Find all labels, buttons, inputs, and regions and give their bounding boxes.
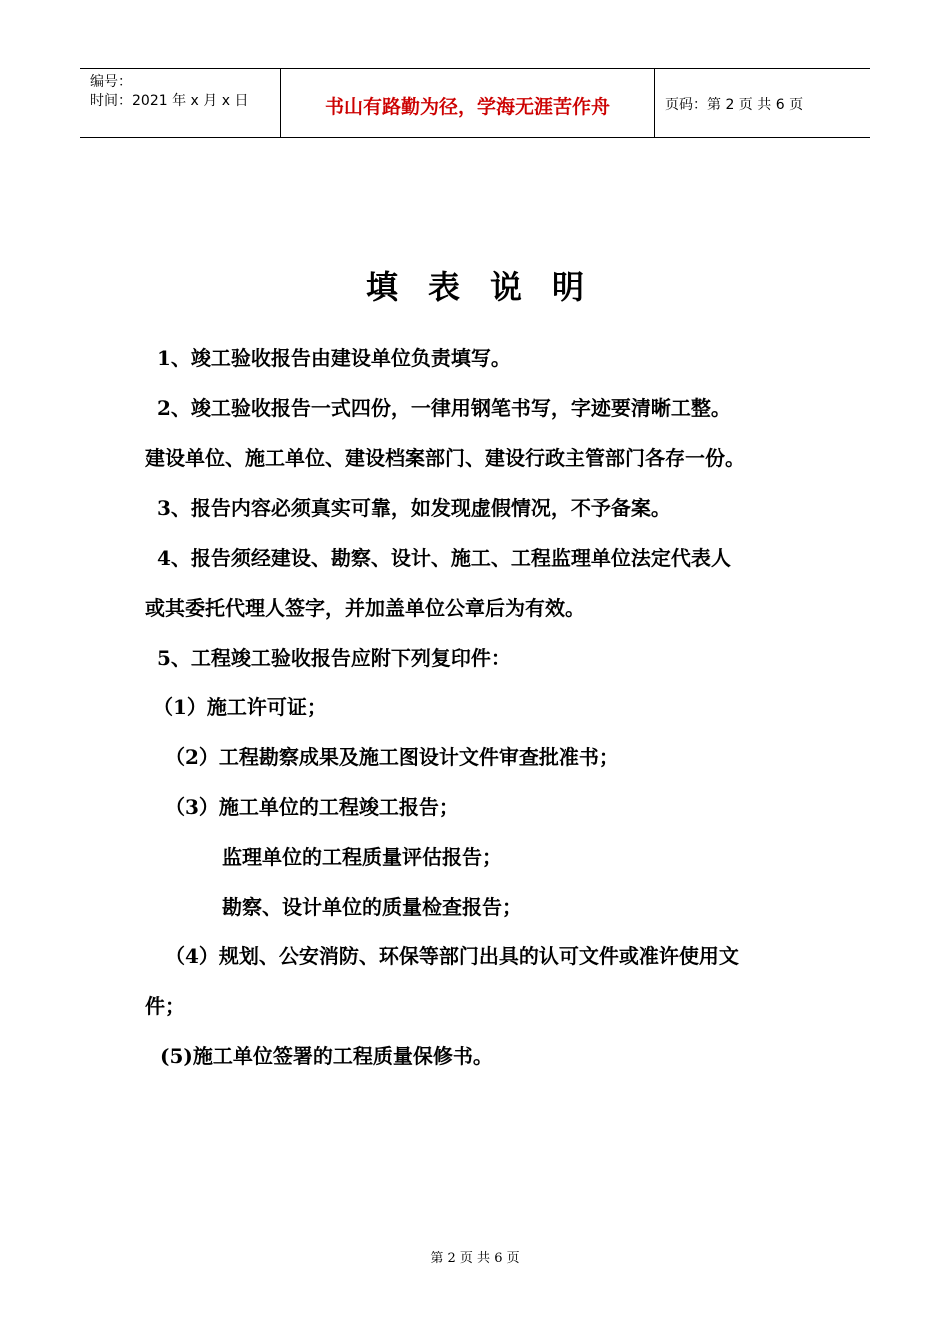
instruction-line-10: （3）施工单位的工程竣工报告；	[165, 795, 459, 819]
header-meta	[80, 69, 281, 137]
instruction-line-3: 建设单位、施工单位、建设档案部门、建设行政主管部门各存一份。	[145, 446, 745, 470]
instruction-line-13: （4）规划、公安消防、环保等部门出具的认可文件或准许使用文	[165, 944, 739, 968]
instruction-line-6: 或其委托代理人签字，并加盖单位公章后为有效。	[145, 596, 585, 620]
document-time-label: 时间：2021 年 x 月 x 日	[90, 93, 249, 109]
page-footer: 第 2 页 共 6 页	[430, 1251, 520, 1266]
instruction-line-2: 2、竣工验收报告一式四份，一律用钢笔书写，字迹要清晰工整。	[157, 396, 731, 420]
instruction-line-1: 1、竣工验收报告由建设单位负责填写。	[157, 346, 511, 370]
document-number-label: 编号：	[90, 74, 132, 90]
instruction-line-5: 4、报告须经建设、勘察、设计、施工、工程监理单位法定代表人	[157, 546, 731, 570]
page-title: 填表说明	[365, 268, 614, 306]
page-header	[80, 68, 870, 138]
instruction-line-9: （2）工程勘察成果及施工图设计文件审查批准书；	[165, 745, 619, 769]
instruction-line-8: （1）施工许可证；	[153, 695, 327, 719]
header-page-info: 页码：第 2 页 共 6 页	[665, 97, 804, 113]
instruction-line-7: 5、工程竣工验收报告应附下列复印件：	[157, 646, 511, 670]
instruction-line-11: 监理单位的工程质量评估报告；	[222, 845, 502, 869]
instruction-line-14: 件；	[145, 994, 185, 1018]
header-motto: 书山有路勤为径，学海无涯苦作舟	[281, 69, 655, 137]
instruction-line-12: 勘察、设计单位的质量检查报告；	[222, 895, 522, 919]
instruction-line-15: (5)施工单位签署的工程质量保修书。	[160, 1044, 493, 1068]
instruction-line-4: 3、报告内容必须真实可靠，如发现虚假情况，不予备案。	[157, 496, 671, 520]
